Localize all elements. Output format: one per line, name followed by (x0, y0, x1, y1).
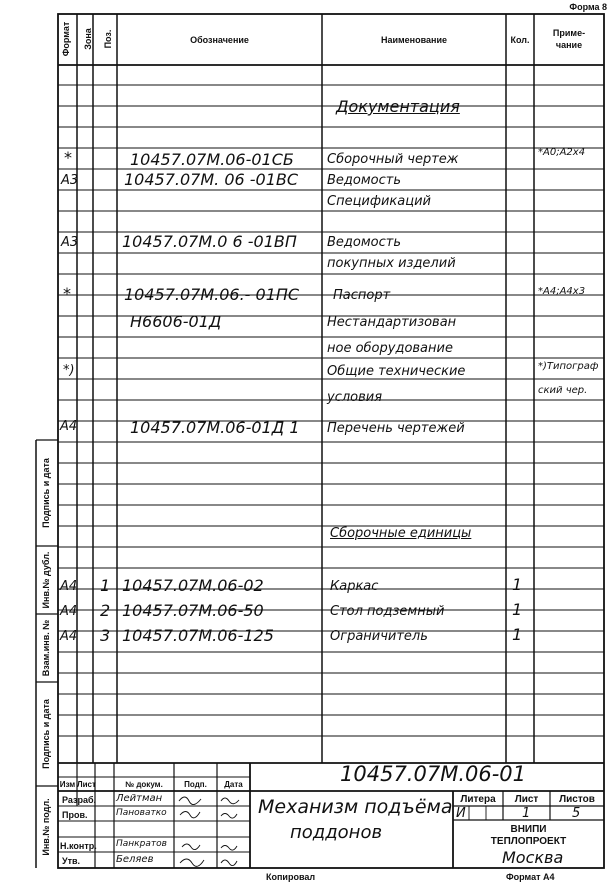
tb-header-list2: Лист (514, 794, 539, 805)
row-format: А3 (61, 235, 79, 250)
row-designation: 10457.07М.0 6 -01ВП (122, 232, 297, 251)
row-note: *А0;А2х4 (538, 147, 586, 158)
section-heading-assemblies: Сборочные единицы (330, 526, 472, 541)
row-position: 3 (100, 626, 111, 645)
tb-role-prov: Пров. (62, 810, 88, 820)
row-position: 2 (100, 601, 111, 620)
row-name: Общие технические (327, 364, 466, 379)
header-designation: Обозначение (190, 35, 249, 45)
row-designation: Н6606-01Д (130, 312, 222, 331)
tb-header-listov: Листов (559, 794, 595, 805)
row-format: А4 (60, 419, 78, 434)
row-designation: 10457.07М.06.- 01ПС (124, 285, 300, 304)
row-position: 1 (100, 576, 111, 595)
row-name: Ограничитель (330, 629, 428, 644)
tb-header-podp: Подп. (184, 780, 207, 789)
page-format-label: Формат А4 (506, 872, 555, 882)
row-format: * (64, 148, 72, 167)
tb-org-line2: ТЕПЛОПРОЕКТ (490, 836, 567, 847)
side-label-vzam-inv: Взам.инв. № (41, 619, 51, 677)
tb-role-nkontr: Н.контр. (60, 841, 97, 851)
tb-name-razrab: Лейтман (116, 793, 163, 804)
tb-listov-value: 5 (572, 806, 581, 821)
section-heading-documentation: Документация (336, 97, 460, 116)
row-name: ное оборудование (327, 341, 453, 356)
row-name: Каркас (330, 579, 379, 594)
row-name: Паспорт (333, 288, 391, 303)
tb-header-litera: Литера (460, 794, 496, 805)
row-format: А4 (60, 604, 78, 619)
copied-by-label: Копировал (266, 872, 316, 882)
row-designation: 10457.07М.06-125 (122, 626, 274, 645)
tb-name-prov: Пановатко (116, 808, 167, 818)
row-format: * (63, 284, 71, 303)
tb-header-data: Дата (224, 780, 243, 789)
header-note-line2: чание (555, 40, 583, 50)
side-label-sign-date-bottom: Подпись и дата (41, 699, 51, 769)
row-name: Спецификаций (327, 194, 431, 209)
row-note: *А4;А4х3 (538, 286, 586, 297)
document-number: 10457.07М.06-01 (340, 762, 527, 786)
tb-name-nkontr: Панкратов (116, 839, 167, 849)
row-qty: 1 (512, 625, 523, 644)
row-name: Нестандартизован (327, 315, 457, 330)
row-name: Ведомость (327, 173, 402, 188)
row-note: ский чер. (538, 385, 588, 396)
row-designation: 10457.07М.06-01Д 1 (130, 418, 300, 437)
row-format: А4 (60, 629, 78, 644)
row-format: А3 (61, 173, 79, 188)
tb-role-razrab: Разраб. (62, 795, 97, 805)
row-designation: 10457.07М.06-50 (122, 601, 264, 620)
row-name: Перечень чертежей (327, 421, 465, 436)
row-note: *)Типограф (538, 361, 599, 372)
tb-city: Москва (502, 848, 564, 867)
side-label-inv-dubl: Инв.№ дубл. (41, 551, 51, 609)
tb-role-utv: Утв. (62, 856, 81, 866)
side-label-sign-date-top: Подпись и дата (41, 458, 51, 528)
header-note-line1: Приме- (552, 28, 586, 38)
row-qty: 1 (512, 575, 523, 594)
tb-title-line2: поддонов (290, 822, 383, 843)
tb-title-line1: Механизм подъёма (258, 796, 453, 818)
row-format: *) (63, 363, 75, 378)
row-qty: 1 (512, 600, 523, 619)
row-name: Ведомость (327, 235, 402, 250)
row-designation: 10457.07М.06-01СБ (130, 150, 294, 169)
row-name: условия (327, 390, 383, 405)
row-designation: 10457.07М. 06 -01ВС (124, 170, 299, 189)
form-label: Форма 8 (569, 2, 607, 12)
header-name: Наименование (380, 35, 448, 45)
row-name: Стол подземный (330, 604, 445, 619)
header-zone: Зона (83, 28, 93, 50)
tb-header-list: Лист (77, 780, 96, 789)
tb-org-line1: ВНИПИ (510, 824, 547, 835)
tb-name-utv: Беляев (116, 854, 154, 865)
header-format: Формат (61, 21, 71, 57)
tb-header-izm: Изм (59, 780, 76, 789)
signature-marks (174, 791, 250, 868)
header-qty: Кол. (510, 35, 530, 45)
row-designation: 10457.07М.06-02 (122, 576, 264, 595)
side-label-inv-podl: Инв.№ подл. (41, 798, 51, 856)
tb-header-dokum: № докум. (125, 780, 163, 789)
row-format: А4 (60, 579, 78, 594)
tb-litera-value: И (456, 806, 466, 821)
header-position: Поз. (103, 29, 113, 49)
row-name: Сборочный чертеж (327, 152, 459, 167)
row-name: покупных изделий (327, 256, 456, 271)
tb-list-value: 1 (522, 806, 531, 821)
